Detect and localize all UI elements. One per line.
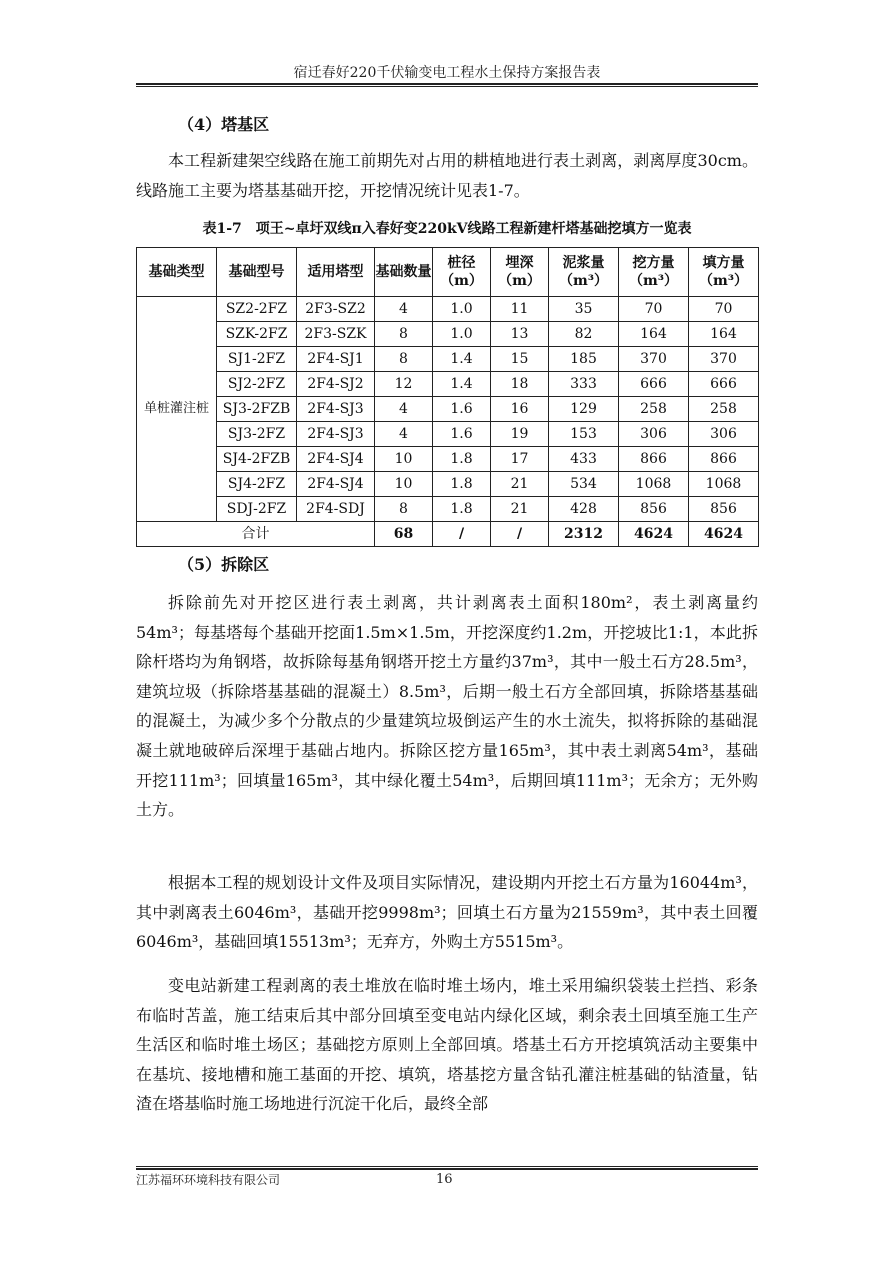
table-row	[137, 422, 759, 447]
cell-excavation: 1068	[619, 472, 689, 497]
total-depth: /	[491, 522, 549, 547]
cell-fill: 666	[689, 372, 759, 397]
cell-model: SJ4-2FZ	[217, 472, 297, 497]
total-diameter: /	[433, 522, 491, 547]
cell-model: SJ1-2FZ	[217, 347, 297, 372]
cell-mud: 35	[549, 297, 619, 322]
cell-excavation: 70	[619, 297, 689, 322]
cell-diameter: 1.4	[433, 372, 491, 397]
cell-fill: 856	[689, 497, 759, 522]
cell-excavation: 666	[619, 372, 689, 397]
section-5-paragraph-1: 拆除前先对开挖区进行表土剥离，共计剥离表土面积180m²，表土剥离量约54m³；每基塔每个基础开挖面1.5m×1.5m，开挖深度约1.2m，开挖坡比1:1，本此拆除杆塔均为角钢塔，故拆除每基角钢塔开挖土方量约37m³，其中一般土石方28.5m³，建筑垃圾（拆除塔基基础的混凝土）8.5m³，后期一般土石方全部回填，拆除塔基基础的混凝土，为减少多个分散点的少量建筑垃圾倒运产生的水土流失，拟将拆除的基础混凝土就地破碎后深埋于基础占地内。拆除区挖方量165m³，其中表土剥离54m³，基础开挖111m³；回填量165m³，其中绿化覆土54m³，后期回填111m³；无余方；无外购土方。	[136, 593, 758, 820]
footer-rule-thin	[136, 1166, 758, 1167]
header-diameter: 桩径（m）	[433, 248, 491, 297]
cell-tower: 2F3-SZ2	[297, 297, 375, 322]
cell-depth: 21	[491, 497, 549, 522]
cell-excavation: 306	[619, 422, 689, 447]
cell-mud: 433	[549, 447, 619, 472]
cell-mud: 82	[549, 322, 619, 347]
section-5-paragraph-2: 根据本工程的规划设计文件及项目实际情况，建设期内开挖土石方量为16044m³，其中剥离表土6046m³，基础开挖9998m³；回填土石方量为21559m³，其中表土回覆6046m³，基础回填15513m³；无弃方，外购土方5515m³。	[136, 873, 758, 952]
cell-tower: 2F4-SJ1	[297, 347, 375, 372]
table-row	[137, 472, 759, 497]
table-header-row	[137, 248, 759, 297]
cell-mud: 333	[549, 372, 619, 397]
header-base-model: 基础型号	[217, 248, 297, 297]
section-5-paragraph-3: 变电站新建工程剥离的表土堆放在临时堆土场内，堆土采用编织袋装土拦挡、彩条布临时苫盖，施工结束后其中部分回填至变电站内绿化区域，剩余表土回填至施工生产生活区和临时堆土场区；基础挖方原则上全部回填。塔基土石方开挖填筑活动主要集中在基坑、接地槽和施工基面的开挖、填筑，塔基挖方量含钻孔灌注桩基础的钻渣量，钻渣在塔基临时施工场地进行沉淀干化后，最终全部	[136, 976, 758, 1114]
table-row	[137, 347, 759, 372]
table-row	[137, 297, 759, 322]
page-header-title: 宿迁春好220千伏输变电工程水土保持方案报告表	[293, 65, 601, 81]
cell-depth: 13	[491, 322, 549, 347]
footer-rule-thick	[136, 1168, 758, 1170]
cell-tower: 2F4-SJ2	[297, 372, 375, 397]
cell-fill: 164	[689, 322, 759, 347]
cell-count: 4	[375, 397, 433, 422]
header-rule-thick	[136, 83, 758, 85]
header-base-type: 基础类型	[137, 248, 217, 297]
earthwork-table	[136, 247, 759, 547]
cell-depth: 21	[491, 472, 549, 497]
section-5-heading: （5）拆除区	[178, 555, 270, 574]
header-count: 基础数量	[375, 248, 433, 297]
total-fill: 4624	[689, 522, 759, 547]
cell-count: 4	[375, 297, 433, 322]
total-excavation: 4624	[619, 522, 689, 547]
cell-model: SJ3-2FZB	[217, 397, 297, 422]
header-excavation: 挖方量（m³）	[619, 248, 689, 297]
cell-model: SDJ-2FZ	[217, 497, 297, 522]
cell-excavation: 856	[619, 497, 689, 522]
header-depth: 埋深（m）	[491, 248, 549, 297]
cell-diameter: 1.0	[433, 322, 491, 347]
footer-company: 江苏福环环境科技有限公司	[136, 1173, 281, 1187]
cell-model: SZ2-2FZ	[217, 297, 297, 322]
table-total-row	[137, 522, 759, 547]
section-4-heading: （4）塔基区	[178, 115, 270, 134]
cell-model: SJ4-2FZB	[217, 447, 297, 472]
header-rule-thin	[136, 86, 758, 87]
cell-diameter: 1.8	[433, 472, 491, 497]
cell-model: SZK-2FZ	[217, 322, 297, 347]
cell-tower: 2F4-SDJ	[297, 497, 375, 522]
cell-diameter: 1.6	[433, 397, 491, 422]
cell-excavation: 164	[619, 322, 689, 347]
table-row	[137, 372, 759, 397]
cell-base-type: 单桩灌注桩	[137, 297, 217, 522]
header-tower-type: 适用塔型	[297, 248, 375, 297]
table-row	[137, 497, 759, 522]
cell-mud: 534	[549, 472, 619, 497]
cell-depth: 15	[491, 347, 549, 372]
cell-tower: 2F4-SJ4	[297, 472, 375, 497]
cell-depth: 11	[491, 297, 549, 322]
cell-mud: 153	[549, 422, 619, 447]
cell-count: 8	[375, 497, 433, 522]
cell-mud: 428	[549, 497, 619, 522]
table-caption: 表1-7 项王~卓圩双线π入春好变220kV线路工程新建杆塔基础挖填方一览表	[202, 221, 692, 237]
cell-count: 10	[375, 472, 433, 497]
total-count: 68	[375, 522, 433, 547]
cell-mud: 129	[549, 397, 619, 422]
cell-diameter: 1.8	[433, 497, 491, 522]
cell-depth: 16	[491, 397, 549, 422]
header-fill: 填方量（m³）	[689, 248, 759, 297]
cell-mud: 185	[549, 347, 619, 372]
cell-excavation: 258	[619, 397, 689, 422]
cell-fill: 866	[689, 447, 759, 472]
cell-depth: 17	[491, 447, 549, 472]
cell-depth: 18	[491, 372, 549, 397]
cell-fill: 306	[689, 422, 759, 447]
cell-tower: 2F4-SJ3	[297, 397, 375, 422]
table-row	[137, 397, 759, 422]
cell-diameter: 1.4	[433, 347, 491, 372]
cell-excavation: 866	[619, 447, 689, 472]
cell-fill: 1068	[689, 472, 759, 497]
cell-count: 8	[375, 322, 433, 347]
cell-model: SJ2-2FZ	[217, 372, 297, 397]
header-mud: 泥浆量（m³）	[549, 248, 619, 297]
cell-tower: 2F4-SJ4	[297, 447, 375, 472]
cell-count: 10	[375, 447, 433, 472]
cell-diameter: 1.0	[433, 297, 491, 322]
table-body	[137, 297, 759, 522]
cell-model: SJ3-2FZ	[217, 422, 297, 447]
table-row	[137, 447, 759, 472]
cell-fill: 70	[689, 297, 759, 322]
cell-diameter: 1.8	[433, 447, 491, 472]
cell-diameter: 1.6	[433, 422, 491, 447]
cell-tower: 2F3-SZK	[297, 322, 375, 347]
cell-tower: 2F4-SJ3	[297, 422, 375, 447]
footer-page-number: 16	[436, 1172, 453, 1187]
total-mud: 2312	[549, 522, 619, 547]
cell-count: 12	[375, 372, 433, 397]
cell-excavation: 370	[619, 347, 689, 372]
total-label: 合计	[137, 522, 375, 547]
section-4-paragraph: 本工程新建架空线路在施工前期先对占用的耕植地进行表土剥离，剥离厚度30cm。线路施工主要为塔基基础开挖，开挖情况统计见表1-7。	[136, 151, 758, 200]
cell-fill: 370	[689, 347, 759, 372]
table-row	[137, 322, 759, 347]
cell-fill: 258	[689, 397, 759, 422]
cell-count: 8	[375, 347, 433, 372]
cell-count: 4	[375, 422, 433, 447]
cell-depth: 19	[491, 422, 549, 447]
